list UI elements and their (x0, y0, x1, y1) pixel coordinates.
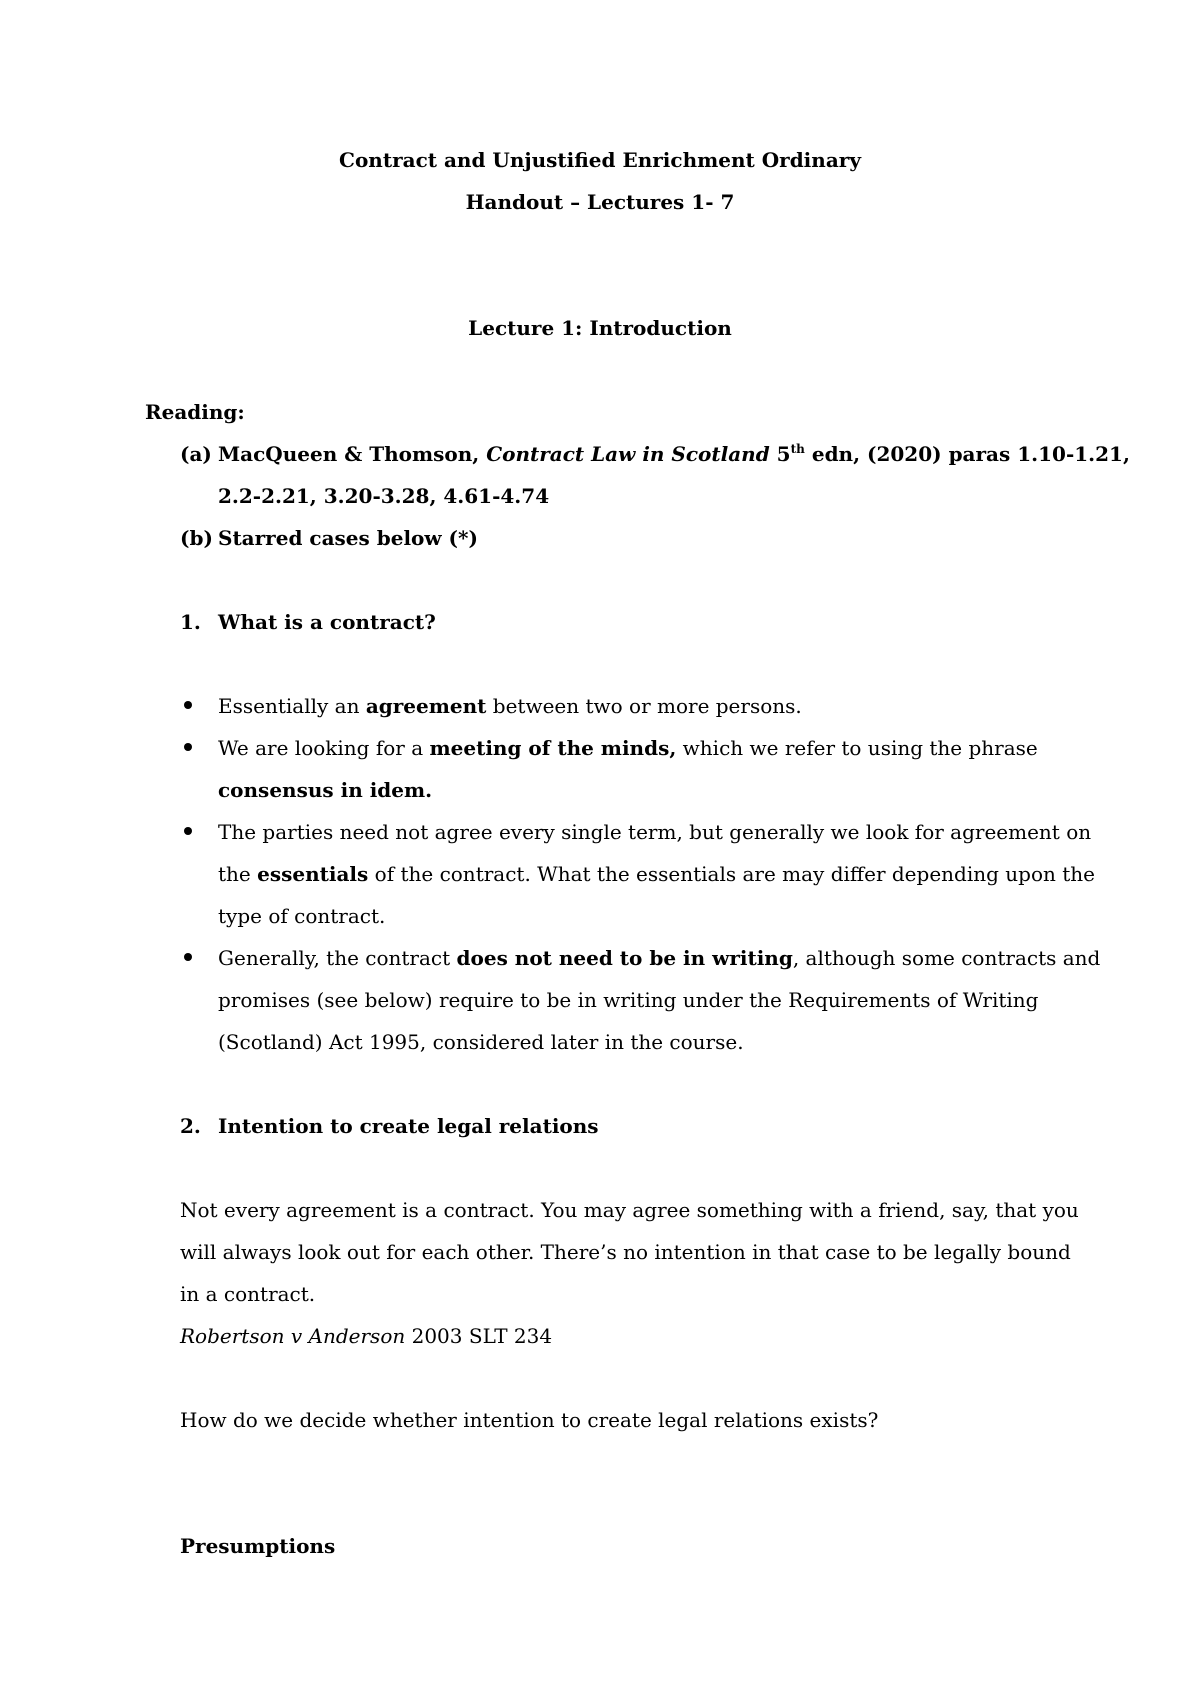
bullet-3-line-3: type of contract. (218, 904, 386, 928)
bullet-3-line-2 (218, 864, 1095, 884)
text-run: the (218, 862, 258, 886)
reading-item-a-line-2: 2.2-2.21, 3.20-3.28, 4.61-4.74 (218, 484, 550, 508)
reading-edition-number: 5 (769, 442, 791, 466)
bullet-icon (184, 953, 192, 961)
reading-book-title: Contract Law in Scotland (486, 442, 770, 466)
reading-label: Reading: (145, 400, 245, 424)
lecture-heading: Lecture 1: Introduction (468, 316, 732, 340)
bullet-2-line-2: consensus in idem. (218, 778, 433, 802)
bullet-4-line-1 (218, 948, 1100, 968)
bold-term: does not need to be in writing (456, 946, 793, 970)
bullet-1-line-1 (218, 696, 802, 716)
bold-term: agreement (365, 694, 487, 718)
reading-item-a-marker: (a) (180, 442, 212, 466)
text-run: We are looking for a (218, 736, 430, 760)
bullet-icon (184, 827, 192, 835)
case-name: Robertson v Anderson (180, 1324, 406, 1348)
text-run: between two or more persons. (486, 694, 802, 718)
bold-term: meeting of the minds, (429, 736, 677, 760)
bullet-4-line-3: (Scotland) Act 1995, considered later in the course. (218, 1030, 744, 1054)
section-2-number: 2. (180, 1114, 201, 1138)
bullet-2-line-1 (218, 738, 1038, 758)
reading-item-a-line-1 (218, 444, 1130, 464)
section-1-heading: What is a contract? (218, 610, 436, 634)
text-run: Essentially an (218, 694, 366, 718)
text-run: of the contract. What the essentials are may differ depending upon the (368, 862, 1095, 886)
reading-edition-superscript: th (790, 442, 805, 456)
case-citation (180, 1326, 552, 1346)
document-title-line-1: Contract and Unjustified Enrichment Ordinary (339, 148, 861, 172)
case-reference: 2003 SLT 234 (405, 1324, 553, 1348)
text-run: Generally, the contract (218, 946, 457, 970)
bullet-icon (184, 701, 192, 709)
section-2-paragraph-line-1: Not every agreement is a contract. You may agree something with a friend, say, that you (180, 1198, 1079, 1222)
section-2-paragraph-line-2: will always look out for each other. There’s no intention in that case to be legally bound (180, 1240, 1071, 1264)
bullet-3-line-1: The parties need not agree every single term, but generally we look for agreement on (218, 820, 1092, 844)
reading-edition-rest: edn, (2020) paras 1.10-1.21, (804, 442, 1130, 466)
section-2-heading: Intention to create legal relations (218, 1114, 599, 1138)
bullet-icon (184, 743, 192, 751)
reading-item-b-marker: (b) (180, 526, 213, 550)
bold-term: essentials (257, 862, 369, 886)
text-run: which we refer to using the phrase (676, 736, 1038, 760)
document-title-line-2: Handout – Lectures 1- 7 (465, 190, 735, 214)
section-1-number: 1. (180, 610, 201, 634)
presumptions-subheading: Presumptions (180, 1534, 336, 1558)
text-run: , although some contracts and (792, 946, 1101, 970)
reading-author: MacQueen & Thomson, (218, 442, 487, 466)
reading-item-b-text: Starred cases below (*) (218, 526, 478, 550)
section-2-paragraph-line-3: in a contract. (180, 1282, 316, 1306)
bullet-4-line-2: promises (see below) require to be in writing under the Requirements of Writing (218, 988, 1039, 1012)
section-2-question: How do we decide whether intention to create legal relations exists? (180, 1408, 879, 1432)
